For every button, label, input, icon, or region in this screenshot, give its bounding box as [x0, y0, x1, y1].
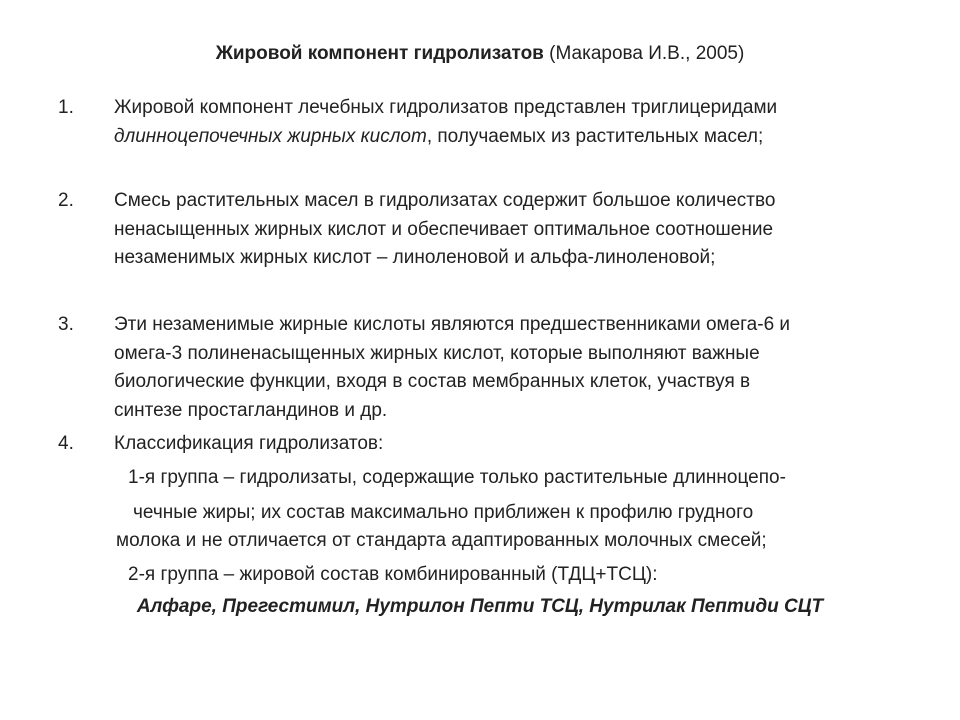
- list-item-text: [114, 94, 914, 151]
- group2-line: 2-я группа – жировой состав комбинированный (ТДЦ+ТСЦ):: [128, 564, 658, 585]
- list-number: 1.: [58, 97, 74, 118]
- list-item-text: [114, 311, 914, 425]
- list-number: 3.: [58, 314, 74, 335]
- title-main: Жировой компонент гидролизатов: [215, 43, 544, 64]
- slide-title: [0, 42, 960, 66]
- product-list: Алфаре, Прегестимил, Нутрилон Пепти ТСЦ, Нутрилак Пептиди СЦТ: [136, 596, 824, 617]
- list-line: омега-3 полиненасыщенных жирных кислот, которые выполняют важные: [114, 342, 760, 364]
- list-line: Классификация гидролизатов:: [114, 433, 384, 454]
- list-line: ненасыщенных жирных кислот и обеспечивает оптимальное соотношение: [114, 218, 774, 240]
- list-line: Жировой компонент лечебных гидролизатов представлен триглицеридами: [114, 97, 778, 118]
- list-item-text: [114, 187, 914, 273]
- group1-line2: чечные жиры; их состав максимально приближен к профилю грудного: [133, 502, 754, 523]
- list-number: 2.: [58, 190, 74, 211]
- list-item-text: [114, 430, 914, 459]
- list-line: [114, 123, 914, 152]
- list-line: биологические функции, входя в состав мембранных клеток, участвуя в: [114, 371, 751, 392]
- group1-line3: молока и не отличается от стандарта адаптированных молочных смесей;: [116, 530, 767, 551]
- line-rest: , получаемых из растительных масел;: [426, 125, 764, 147]
- italic-term: длинноцепочечных жирных кислот: [114, 125, 427, 147]
- list-line: Эти незаменимые жирные кислоты являются предшественниками омега-6 и: [114, 314, 791, 335]
- title-citation: (Макарова И.В., 2005): [543, 43, 745, 64]
- list-number: 4.: [58, 433, 74, 454]
- list-line: Смесь растительных масел в гидролизатах содержит большое количество: [114, 190, 776, 211]
- group1-line1: 1-я группа – гидролизаты, содержащие только растительные длинноцепо-: [128, 467, 786, 488]
- list-line: синтезе простагландинов и др.: [114, 399, 388, 421]
- list-line: незаменимых жирных кислот – линоленовой и альфа-линоленовой;: [114, 247, 716, 268]
